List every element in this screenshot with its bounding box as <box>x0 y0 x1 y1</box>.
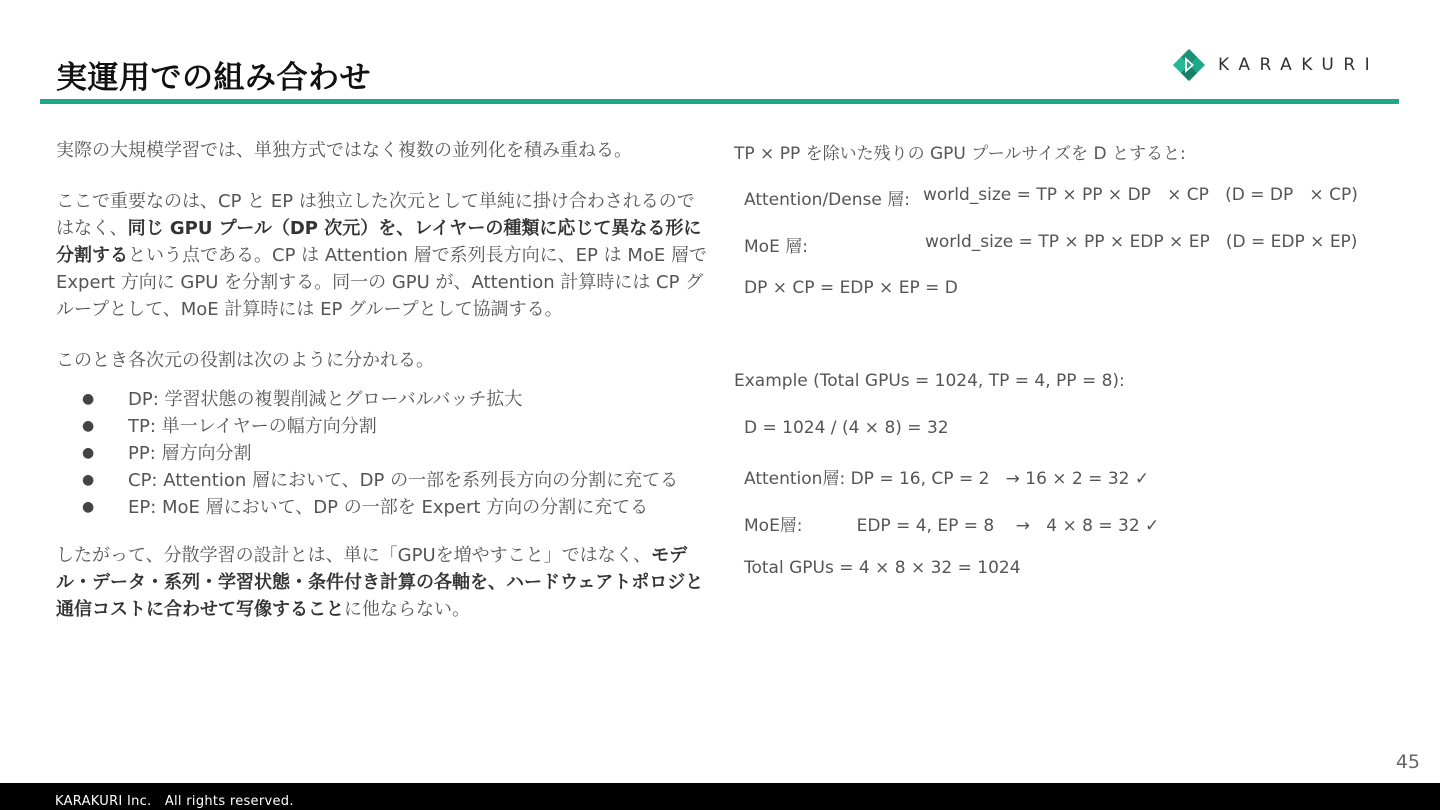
list-item-text: PP: 層方向分割 <box>128 443 252 464</box>
logo-text: KARAKURI <box>1218 55 1380 75</box>
explanation-paragraph <box>56 188 711 323</box>
bullet-icon: ● <box>82 418 95 434</box>
conclusion-text: したがって、分散学習の設計とは、単に「GPUを増やすこと」ではなく、 <box>56 545 652 566</box>
list-item <box>56 440 711 467</box>
list-item <box>56 494 711 521</box>
bullet-icon: ● <box>82 445 95 461</box>
intro-paragraph: 実際の大規模学習では、単独方式ではなく複数の並列化を積み重ねる。 <box>56 140 632 161</box>
identity-formula: DP × CP = EDP × EP = D <box>744 278 958 298</box>
conclusion-emphasis: モデル・データ・系列・学習状態・条件付き計算の各軸を、ハードウェアトポロジと通信コストに合わせて写像すること <box>56 545 704 620</box>
left-column <box>56 137 711 623</box>
list-item-text: EP: MoE 層において、DP の一部を Expert 方向の分割に充てる <box>128 497 649 518</box>
moe-label: MoE 層: <box>744 237 808 257</box>
footer-bar <box>0 783 1440 810</box>
list-item <box>56 413 711 440</box>
conclusion-paragraph <box>56 542 711 623</box>
list-item-text: CP: Attention 層において、DP の一部を系列長方向の分割に充てる <box>128 470 679 491</box>
example-moe: MoE層: EDP = 4, EP = 8 → 4 × 8 = 32 ✓ <box>744 516 1160 536</box>
karakuri-logo-icon <box>1172 48 1206 82</box>
example-attention: Attention層: DP = 16, CP = 2 → 16 × 2 = 32 ✓ <box>744 469 1150 489</box>
explanation-text-cont: という点である。CP は Attention 層で系列長方向に、EP は MoE 層で Expert 方向に GPU を分割する。同一の GPU が、Attention 計算時には CP グループとして、MoE 計算時には EP グループとして協調する。 <box>56 245 707 320</box>
list-item-text: DP: 学習状態の複製削減とグローバルバッチ拡大 <box>128 389 523 410</box>
bullet-icon: ● <box>82 499 95 515</box>
conclusion-text-end: に他ならない。 <box>344 599 470 620</box>
attention-formula: world_size = TP × PP × DP × CP (D = DP × CP) <box>923 185 1358 205</box>
slide-title: 実運用での組み合わせ <box>56 60 371 96</box>
explanation-emphasis: 同じ GPU プール（DP 次元）を、レイヤーの種類に応じて異なる形に分割する <box>56 218 702 266</box>
list-item <box>56 386 711 413</box>
example-d: D = 1024 / (4 × 8) = 32 <box>744 418 949 438</box>
bullet-icon: ● <box>82 472 95 488</box>
formula-intro: TP × PP を除いた残りの GPU プールサイズを D とすると: <box>734 144 1186 164</box>
moe-formula: world_size = TP × PP × EDP × EP (D = EDP × EP) <box>925 232 1358 252</box>
example-title: Example (Total GPUs = 1024, TP = 4, PP = 8): <box>734 371 1125 391</box>
copyright-text: KARAKURI Inc. All rights reserved. <box>55 794 294 809</box>
roles-list <box>56 386 711 521</box>
example-total: Total GPUs = 4 × 8 × 32 = 1024 <box>744 558 1021 578</box>
page-number: 45 <box>1395 751 1420 773</box>
attention-label: Attention/Dense 層: <box>744 190 910 210</box>
list-item <box>56 467 711 494</box>
karakuri-logo <box>1172 48 1379 82</box>
roles-intro: このとき各次元の役割は次のように分かれる。 <box>56 350 434 371</box>
title-divider <box>40 99 1399 104</box>
list-item-text: TP: 単一レイヤーの幅方向分割 <box>128 416 377 437</box>
explanation-text: ここで重要なのは、CP と EP は独立した次元として単純に掛け合わされるのではなく、 <box>56 191 695 239</box>
bullet-icon: ● <box>82 391 95 407</box>
